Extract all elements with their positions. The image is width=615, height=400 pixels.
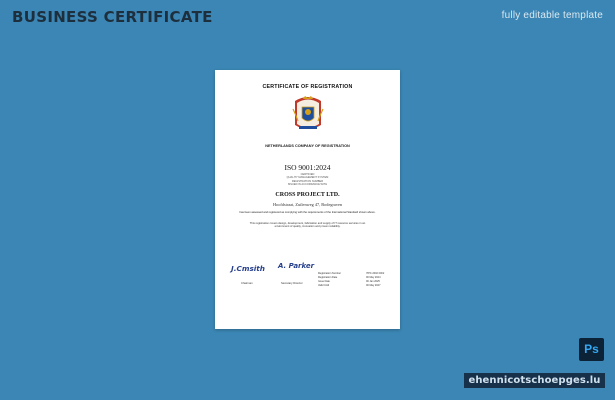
signature-left-role: Chairman xyxy=(241,282,253,285)
registration-label: Registration Number xyxy=(318,272,341,275)
detail-line: REGISTRATION NUMBER xyxy=(291,179,324,183)
registration-scope xyxy=(233,222,382,229)
issuing-organization: NETHERLANDS COMPANY OF REGISTRATION xyxy=(265,144,350,148)
registration-value: 00 May 2027 xyxy=(366,283,381,287)
registration-value: 00 Jan 2025 xyxy=(366,279,380,283)
certificate-document xyxy=(215,70,400,329)
company-address: Hoofdstraat, Zuilenweg 47, Bodegraven xyxy=(272,202,343,207)
signature-right: A. Parker xyxy=(278,262,315,270)
detail-line: CERTIFIED xyxy=(300,173,315,176)
signature-left: J.Cmsith xyxy=(231,264,265,273)
watermark-label: ehennicotschoepges.lu xyxy=(464,373,605,388)
scope-line: This registration covers design, development, fabrication and supply of IT resource services in an xyxy=(249,222,366,225)
registration-value: ITPC 2002 0002 xyxy=(366,272,385,275)
scope-line: environment of quality, innovation and proven reliability. xyxy=(274,225,341,229)
page-title: BUSINESS CERTIFICATE xyxy=(12,8,213,26)
registration-table xyxy=(318,272,390,288)
detail-line: ISSUED IN ACCORDANCE WITH xyxy=(287,183,328,187)
company-name: CROSS PROJECT LTD. xyxy=(275,192,340,198)
signature-right-role: Secretary Director xyxy=(281,282,303,285)
page-subtitle: fully editable template xyxy=(501,10,603,21)
certification-details xyxy=(215,173,400,187)
registration-label: Registration Date xyxy=(318,275,338,279)
registration-label: Valid Until xyxy=(318,283,330,287)
compliance-statement: has been assessed and registered as complying with the requirements of the International Standard shown above. xyxy=(239,211,376,214)
standard-number: ISO 9001:2024 xyxy=(284,163,331,172)
registration-value: 00 May 2024 xyxy=(366,275,381,279)
registration-label: Issue Date xyxy=(318,279,330,283)
coat-of-arms-icon xyxy=(291,95,325,133)
detail-line: QUALITY MANAGEMENT SYSTEM xyxy=(286,176,329,180)
certificate-title: CERTIFICATE OF REGISTRATION xyxy=(262,84,353,90)
registration-row xyxy=(318,284,390,288)
photoshop-icon: Ps xyxy=(579,338,604,361)
